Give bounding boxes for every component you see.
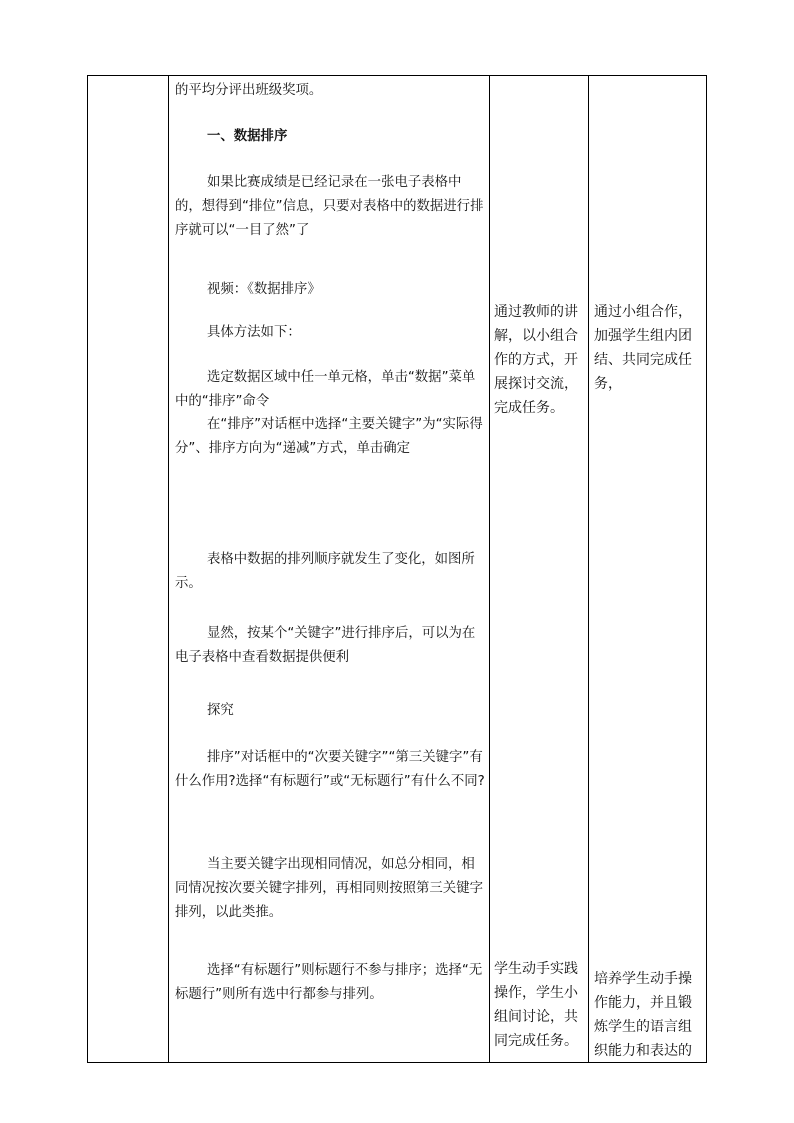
content-paragraph: 具体方法如下：	[207, 325, 301, 340]
design-intent-text: 培养学生动手操作能力，并且锻炼学生的语言组织能力和表达的	[594, 971, 692, 1059]
content-paragraph: 表格中数据的排列顺序就发生了变化，如图所示。	[175, 552, 475, 591]
design-intent-text: 通过小组合作，加强学生组内团结、共同完成任务，	[594, 304, 692, 392]
content-paragraph: 如果比赛成绩是已经记录在一张电子表格中的，想得到“排位”信息，只要对表格中的数据进行排序就可以“一目了然”了	[175, 175, 484, 238]
column-divider	[588, 76, 589, 1062]
student-activity-text: 通过教师的讲解，以小组合作的方式，开展探讨交流，完成任务。	[494, 304, 578, 416]
section-heading: 一、数据排序	[207, 129, 288, 144]
content-paragraph: 选择“有标题行”则标题行不参与排序；选择“无标题行”则所有选中行都参与排列。	[175, 963, 483, 1002]
content-paragraph: 探究	[207, 703, 234, 718]
content-paragraph: 视频：《数据排序》	[207, 282, 321, 297]
content-paragraph: 的平均分评出班级奖项。	[175, 83, 323, 98]
column-divider	[489, 76, 490, 1062]
content-paragraph: 排序”对话框中的“次要关键字”“第三关键字”有什么作用?选择“有标题行”或“无标题行”有什么不同?	[175, 750, 485, 789]
lesson-plan-table	[87, 75, 707, 1063]
student-activity-text: 学生动手实践操作，学生小组间讨论，共同完成任务。	[494, 961, 578, 1049]
column-divider	[168, 76, 169, 1062]
content-paragraph: 在“排序”对话框中选择“主要关键字”为“实际得分”、排序方向为“递减”方式，单击确定	[175, 417, 483, 456]
content-paragraph: 选定数据区域中任一单元格，单击“数据”菜单中的“排序”命令	[175, 370, 476, 409]
content-paragraph: 当主要关键字出现相同情况，如总分相同，相同情况按次要关键字排列，再相同则按照第三关键字排列，以此类推。	[175, 857, 483, 920]
content-paragraph: 显然，按某个“关键字”进行排序后，可以为在电子表格中查看数据提供便利	[175, 626, 476, 665]
